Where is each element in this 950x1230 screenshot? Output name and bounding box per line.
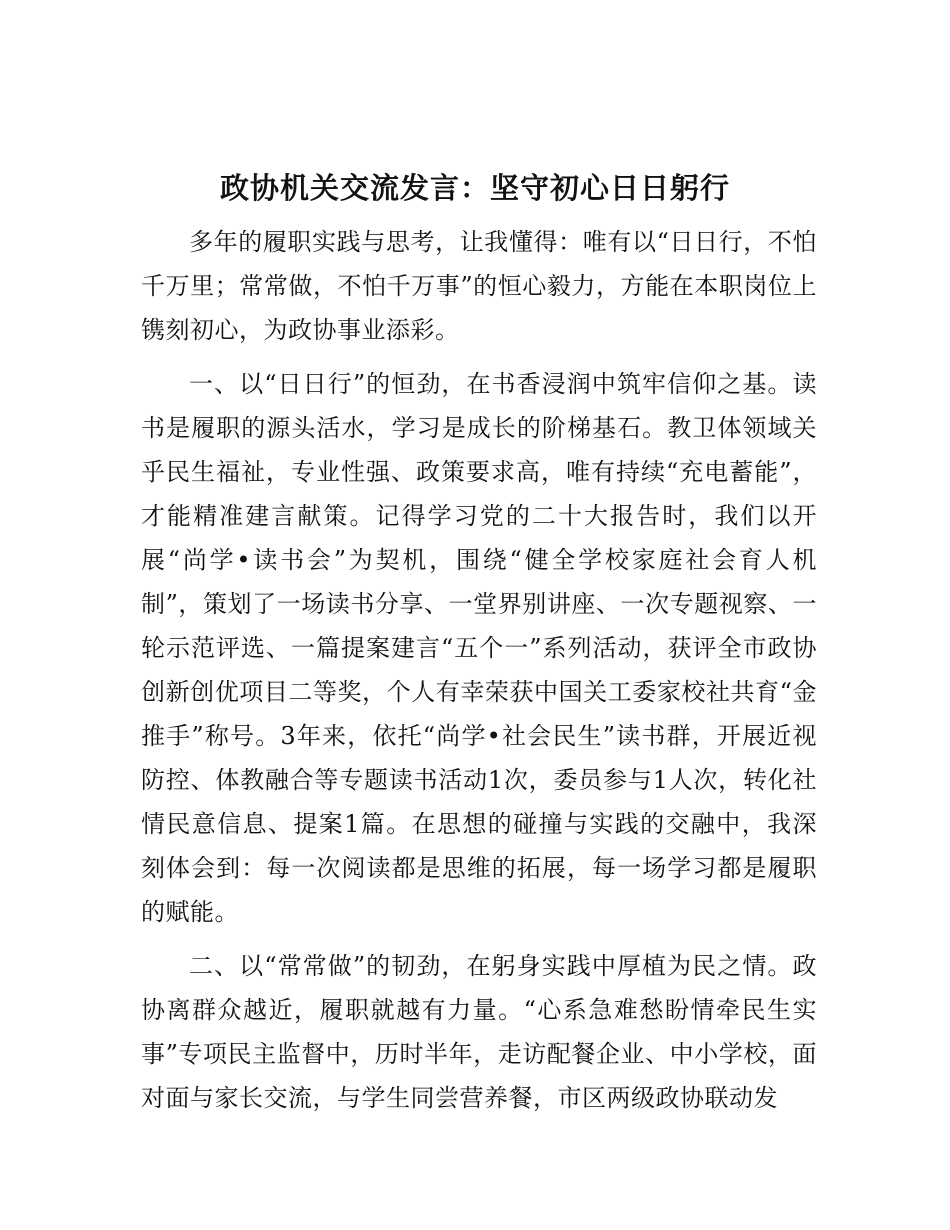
paragraph-section-two: 二、以“常常做”的韧劲，在躬身实践中厚植为民之情。政协离群众越近，履职就越有力量。“心系急难愁盼情牵民生实事”专项民主监督中，历时半年，走访配餐企业、中小学校，面对面与家长交流，与学生同尝营养餐，市区两级政协联动发: [141, 952, 817, 1112]
document-title: 政协机关交流发言：坚守初心日日躬行: [219, 171, 730, 205]
document-body: [141, 220, 817, 1130]
paragraph-section-one: 一、以“日日行”的恒劲，在书香浸润中筑牢信仰之基。读书是履职的源头活水，学习是成长的阶梯基石。教卫体领域关乎民生福祉，专业性强、政策要求高，唯有持续“充电蓄能”，才能精准建言献策。记得学习党的二十大报告时，我们以开展“尚学•读书会”为契机，围绕“健全学校家庭社会育人机制”，策划了一场读书分享、一堂界别讲座、一次专题视察、一轮示范评选、一篇提案建言“五个一”系列活动，获评全市政协创新创优项目二等奖，个人有幸荣获中国关工委家校社共育“金推手”称号。3年来，依托“尚学•社会民生”读书群，开展近视防控、体教融合等专题读书活动1次，委员参与1人次，转化社情民意信息、提案1篇。在思想的碰撞与实践的交融中，我深刻体会到：每一次阅读都是思维的拓展，每一场学习都是履职的赋能。: [141, 370, 817, 926]
paragraph-intro: 多年的履职实践与思考，让我懂得：唯有以“日日行，不怕千万里；常常做，不怕千万事”的恒心毅力，方能在本职岗位上镌刻初心，为政协事业添彩。: [141, 228, 817, 344]
